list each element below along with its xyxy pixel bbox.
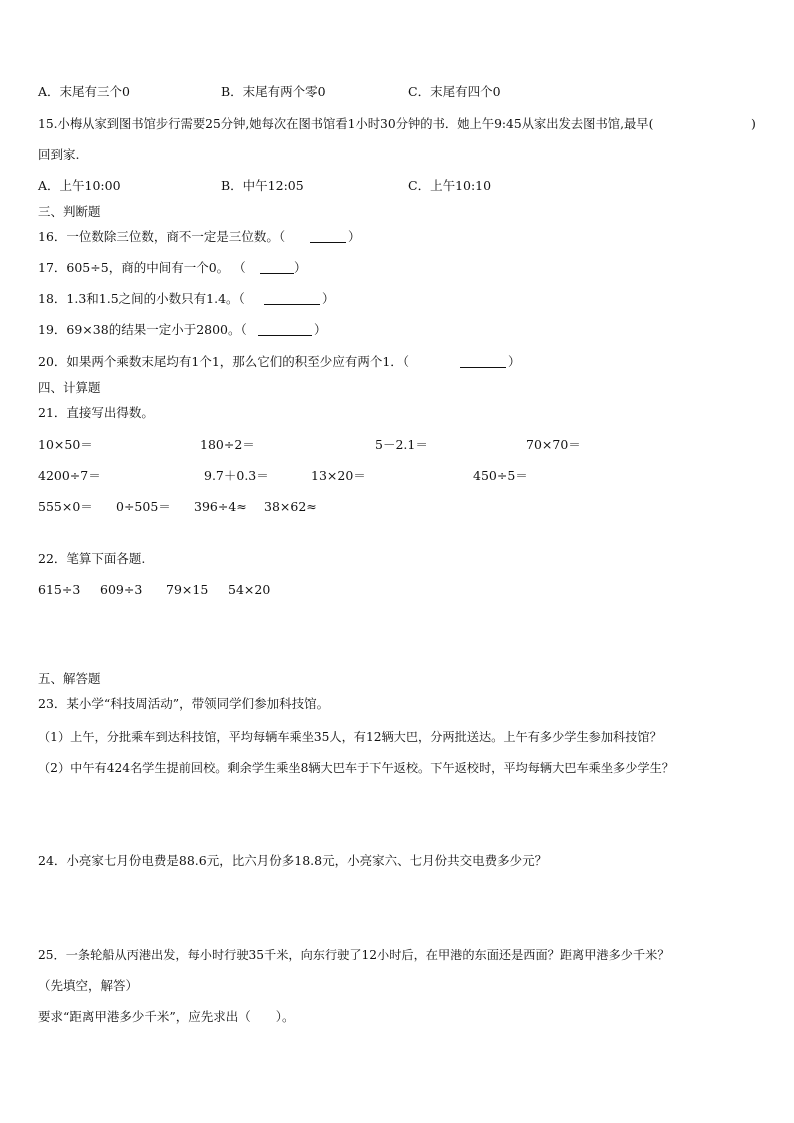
q19-answer-blank[interactable] xyxy=(258,324,312,336)
q15-option-a: A．上午10:00 xyxy=(38,178,121,193)
section-4-title: 四、计算题 xyxy=(38,380,101,395)
q23-sub-2: （2）中午有424名学生提前回校。剩余学生乘坐8辆大巴车于下午返校。下午返校时，平均每辆大巴车乘坐多少学生？ xyxy=(38,761,674,775)
q17-text: 17．605÷5，商的中间有一个0。 （ xyxy=(38,260,246,275)
section-3-title: 三、判断题 xyxy=(38,204,101,219)
q22-item: 54×20 xyxy=(228,582,271,597)
q15-text: 15.小梅从家到图书馆步行需要25分钟,她每次在图书馆看1小时30分钟的书．她上午9:45从家出发去图书馆,最早( xyxy=(38,117,654,131)
q21-title: 21．直接写出得数。 xyxy=(38,405,154,420)
q17-answer-blank[interactable] xyxy=(260,262,294,274)
q20-text: 20．如果两个乘数末尾均有1个1，那么它们的积至少应有两个1．（ xyxy=(38,354,410,369)
q16-text: 16．一位数除三位数，商不一定是三位数。（ xyxy=(38,229,286,244)
q20-answer-blank[interactable] xyxy=(460,356,506,368)
q14-option-c: C．末尾有四个0 xyxy=(408,84,501,99)
q19-close: ） xyxy=(314,322,327,337)
q15-paren-close: ) xyxy=(751,116,756,131)
q21-item: 180÷2＝ xyxy=(200,437,255,452)
q22-item: 609÷3 xyxy=(100,582,143,597)
q21-item: 9.7＋0.3＝ xyxy=(204,468,269,483)
q17-close: ） xyxy=(294,260,307,275)
q14-option-b: B．末尾有两个零0 xyxy=(221,84,326,99)
q14-option-a: A．末尾有三个0 xyxy=(38,84,130,99)
q21-item: 0÷505＝ xyxy=(116,499,171,514)
q16-answer-blank[interactable] xyxy=(310,231,346,243)
section-5-title: 五、解答题 xyxy=(38,671,101,686)
q21-item: 555×0＝ xyxy=(38,499,93,514)
q24-text: 24．小亮家七月份电费是88.6元，比六月份多18.8元，小亮家六、七月份共交电费多少元？ xyxy=(38,853,548,868)
q20-close: ） xyxy=(508,354,521,369)
q21-item: 450÷5＝ xyxy=(473,468,528,483)
q25-text: 25．一条轮船从丙港出发，每小时行驶35千米，向东行驶了12小时后，在甲港的东面还是西面？距离甲港多少千米？ xyxy=(38,948,670,962)
q18-answer-blank[interactable] xyxy=(264,293,320,305)
q21-item: 5－2.1＝ xyxy=(375,437,428,452)
q21-item: 396÷4≈ xyxy=(194,499,247,514)
q15-option-c: C．上午10:10 xyxy=(408,178,492,193)
q22-title: 22．笔算下面各题. xyxy=(38,551,146,566)
q25-note: （先填空，解答） xyxy=(38,978,139,993)
q21-item: 13×20＝ xyxy=(311,468,366,483)
q16-close: ） xyxy=(348,229,361,244)
q21-item: 10×50＝ xyxy=(38,437,93,452)
q21-item: 38×62≈ xyxy=(264,499,317,514)
q22-item: 615÷3 xyxy=(38,582,81,597)
q21-item: 70×70＝ xyxy=(526,437,581,452)
q23-sub-1: （1）上午，分批乘车到达科技馆，平均每辆车乘坐35人，有12辆大巴，分两批送达。上午有多少学生参加科技馆？ xyxy=(38,730,662,744)
q18-close: ） xyxy=(322,291,335,306)
q19-text: 19．69×38的结果一定小于2800。（ xyxy=(38,322,247,337)
q25-ask: 要求“距离甲港多少千米”，应先求出（ ）。 xyxy=(38,1009,295,1024)
q23-title: 23．某小学“科技周活动”，带领同学们参加科技馆。 xyxy=(38,696,330,711)
q18-text: 18．1.3和1.5之间的小数只有1.4。（ xyxy=(38,291,245,306)
q22-item: 79×15 xyxy=(166,582,209,597)
q21-item: 4200÷7＝ xyxy=(38,468,101,483)
q15-text2: 回到家. xyxy=(38,147,80,162)
q15-option-b: B．中午12:05 xyxy=(221,178,304,193)
